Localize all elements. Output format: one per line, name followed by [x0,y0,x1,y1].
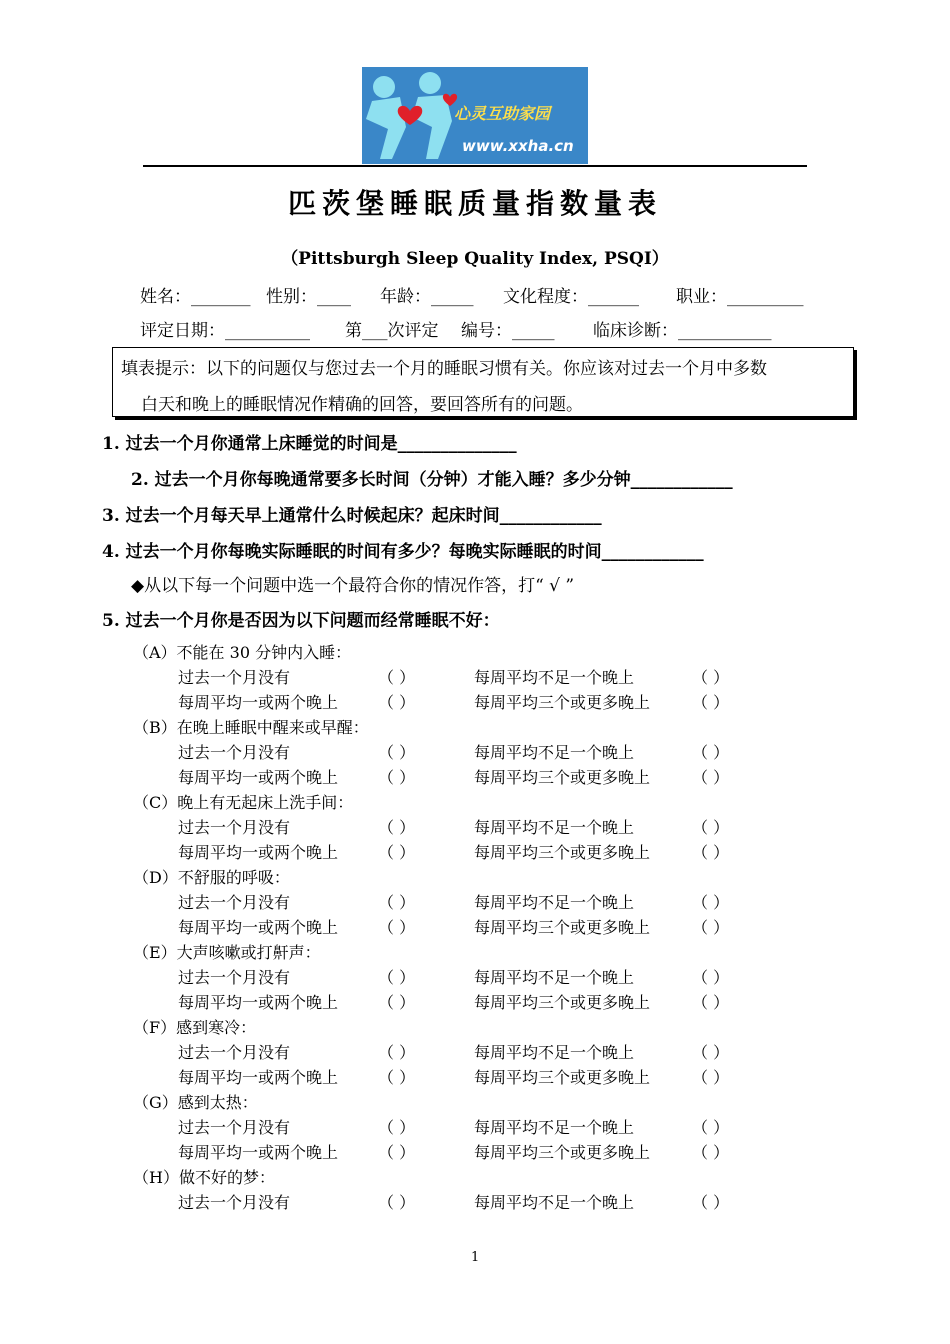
field-nth-assessment[interactable]: 第___次评定 [345,321,439,341]
field-occupation[interactable]: 职业：_________ [676,287,804,307]
option-label-once-or-twice: 每周平均一或两个晚上 [178,768,339,787]
site-logo [362,67,588,164]
checkbox-once-or-twice[interactable]: （ ） [378,693,416,712]
checkbox-once-or-twice[interactable]: （ ） [378,843,416,862]
question-1[interactable]: 1. 过去一个月你通常上床睡觉的时间是______________ [102,434,517,454]
option-label-none: 过去一个月没有 [178,1193,291,1212]
option-label-less-than-once: 每周平均不足一个晚上 [474,893,635,912]
checkbox-none[interactable]: （ ） [378,1193,416,1212]
question-2[interactable]: 2. 过去一个月你每晚通常要多长时间（分钟）才能入睡？多少分钟____________ [131,470,733,490]
field-name[interactable]: 姓名：_______ [140,287,251,307]
option-label-none: 过去一个月没有 [178,1043,291,1062]
checkbox-none[interactable]: （ ） [378,818,416,837]
question-5: 5. 过去一个月你是否因为以下问题而经常睡眠不好： [102,611,500,631]
option-label-none: 过去一个月没有 [178,893,291,912]
checkbox-none[interactable]: （ ） [378,1043,416,1062]
instruction-box [112,347,854,417]
subitem-label: （F）感到寒冷： [133,1018,257,1037]
page-number: 1 [471,1250,480,1265]
page-subtitle: （Pittsburgh Sleep Quality Index, PSQI） [281,249,669,269]
checkbox-three-or-more[interactable]: （ ） [692,1068,730,1087]
option-label-less-than-once: 每周平均不足一个晚上 [474,743,635,762]
checkbox-three-or-more[interactable]: （ ） [692,768,730,787]
checkbox-less-than-once[interactable]: （ ） [692,968,730,987]
checkbox-none[interactable]: （ ） [378,668,416,687]
option-label-three-or-more: 每周平均三个或更多晚上 [474,993,651,1012]
option-label-once-or-twice: 每周平均一或两个晚上 [178,843,339,862]
option-label-none: 过去一个月没有 [178,818,291,837]
checkbox-less-than-once[interactable]: （ ） [692,1193,730,1212]
subitem-label: （C）晚上有无起床上洗手间： [133,793,354,812]
checkbox-three-or-more[interactable]: （ ） [692,843,730,862]
checkbox-less-than-once[interactable]: （ ） [692,1118,730,1137]
checkbox-less-than-once[interactable]: （ ） [692,893,730,912]
checkbox-three-or-more[interactable]: （ ） [692,993,730,1012]
checkbox-once-or-twice[interactable]: （ ） [378,768,416,787]
subitem-label: （D）不舒服的呼吸： [133,868,290,887]
checkbox-once-or-twice[interactable]: （ ） [378,918,416,937]
option-label-three-or-more: 每周平均三个或更多晚上 [474,843,651,862]
field-education[interactable]: 文化程度：______ [503,287,639,307]
checkbox-none[interactable]: （ ） [378,743,416,762]
option-label-three-or-more: 每周平均三个或更多晚上 [474,693,651,712]
option-label-three-or-more: 每周平均三个或更多晚上 [474,1068,651,1087]
subitem-label: （A）不能在 30 分钟内入睡： [133,643,352,662]
instruction-line-1: 填表提示：以下的问题仅与您过去一个月的睡眠习惯有关。你应该对过去一个月中多数 [121,359,767,379]
option-label-less-than-once: 每周平均不足一个晚上 [474,668,635,687]
option-label-once-or-twice: 每周平均一或两个晚上 [178,1068,339,1087]
question-4[interactable]: 4. 过去一个月你每晚实际睡眠的时间有多少？每晚实际睡眠的时间____________ [102,542,704,562]
logo-name: 心灵互助家园 [454,104,551,123]
instruction-line-2: 白天和晚上的睡眠情况作精确的回答，要回答所有的问题。 [141,395,583,415]
subitem-label: （G）感到太热： [133,1093,258,1112]
checkbox-less-than-once[interactable]: （ ） [692,743,730,762]
option-label-less-than-once: 每周平均不足一个晚上 [474,1118,635,1137]
question-3[interactable]: 3. 过去一个月每天早上通常什么时候起床？起床时间____________ [102,506,602,526]
subitem-label: （B）在晚上睡眠中醒来或早醒： [133,718,369,737]
option-label-once-or-twice: 每周平均一或两个晚上 [178,693,339,712]
checkbox-once-or-twice[interactable]: （ ） [378,1143,416,1162]
checkbox-three-or-more[interactable]: （ ） [692,918,730,937]
checkbox-none[interactable]: （ ） [378,1118,416,1137]
option-label-three-or-more: 每周平均三个或更多晚上 [474,768,651,787]
option-label-none: 过去一个月没有 [178,668,291,687]
option-label-less-than-once: 每周平均不足一个晚上 [474,968,635,987]
logo-url: www.xxha.cn [462,137,574,155]
option-label-three-or-more: 每周平均三个或更多晚上 [474,1143,651,1162]
checkbox-three-or-more[interactable]: （ ） [692,693,730,712]
checkbox-once-or-twice[interactable]: （ ） [378,1068,416,1087]
option-label-once-or-twice: 每周平均一或两个晚上 [178,1143,339,1162]
option-label-less-than-once: 每周平均不足一个晚上 [474,818,635,837]
checkbox-less-than-once[interactable]: （ ） [692,818,730,837]
option-label-three-or-more: 每周平均三个或更多晚上 [474,918,651,937]
field-date[interactable]: 评定日期：__________ [140,321,310,341]
checkbox-three-or-more[interactable]: （ ） [692,1143,730,1162]
page-title: 匹茨堡睡眠质量指数量表 [287,187,662,220]
option-label-less-than-once: 每周平均不足一个晚上 [474,1043,635,1062]
option-label-less-than-once: 每周平均不足一个晚上 [474,1193,635,1212]
header-rule [143,165,807,167]
checkbox-once-or-twice[interactable]: （ ） [378,993,416,1012]
field-diagnosis[interactable]: 临床诊断：___________ [593,321,772,341]
option-label-none: 过去一个月没有 [178,968,291,987]
checkbox-none[interactable]: （ ） [378,893,416,912]
option-label-none: 过去一个月没有 [178,1118,291,1137]
field-number[interactable]: 编号：_____ [461,321,555,341]
checkbox-less-than-once[interactable]: （ ） [692,668,730,687]
checkbox-none[interactable]: （ ） [378,968,416,987]
subitem-label: （H）做不好的梦： [133,1168,275,1187]
subitem-label: （E）大声咳嗽或打鼾声： [133,943,321,962]
field-age[interactable]: 年龄：_____ [380,287,474,307]
answer-instruction: ◆从以下每一个问题中选一个最符合你的情况作答，打“ √ ” [131,576,575,596]
option-label-none: 过去一个月没有 [178,743,291,762]
option-label-once-or-twice: 每周平均一或两个晚上 [178,993,339,1012]
field-gender[interactable]: 性别：____ [266,287,351,307]
checkbox-less-than-once[interactable]: （ ） [692,1043,730,1062]
option-label-once-or-twice: 每周平均一或两个晚上 [178,918,339,937]
